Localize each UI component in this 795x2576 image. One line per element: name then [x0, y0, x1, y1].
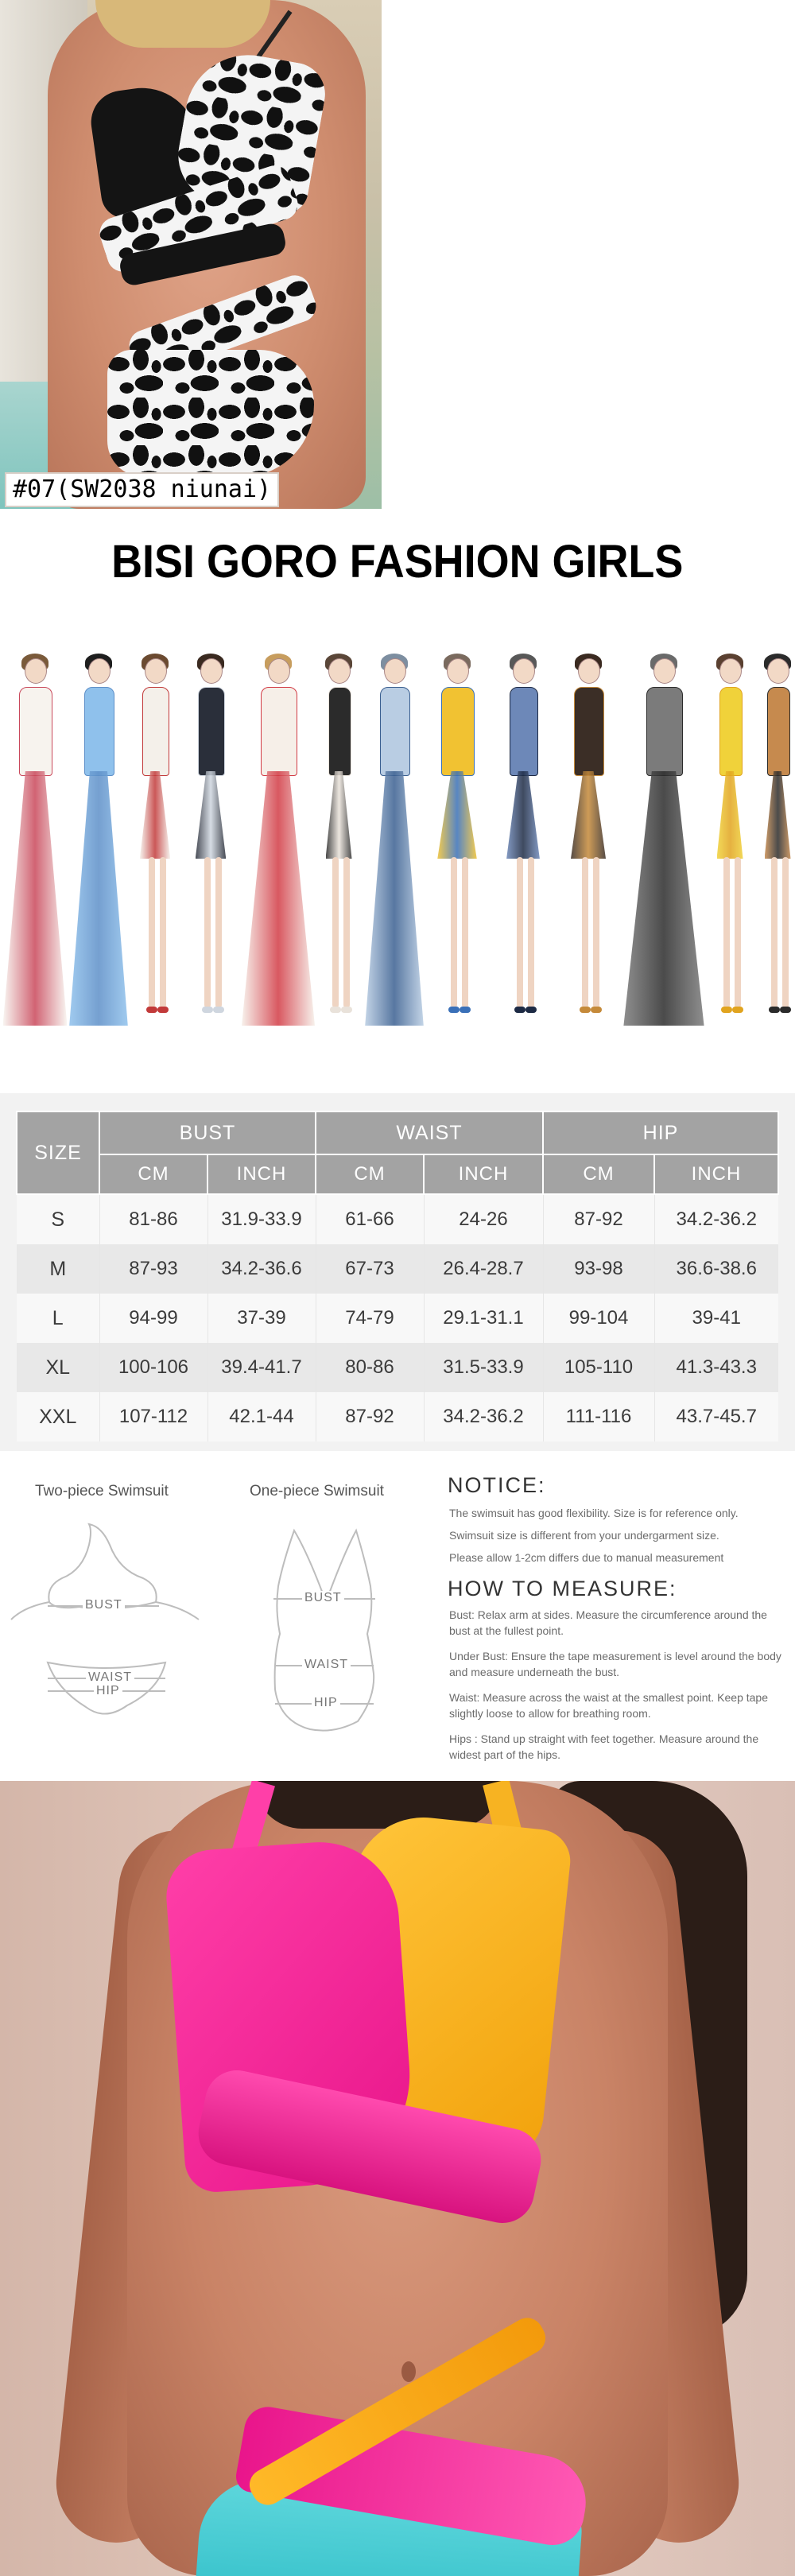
sketch-leg [593, 857, 599, 1008]
two-piece-hip-label: HIP [94, 1684, 122, 1698]
how-to-measure-title: HOW TO MEASURE: [448, 1577, 677, 1600]
fashion-sketch-figure [556, 652, 620, 1042]
two-piece-waist-label: WAIST [86, 1670, 134, 1685]
measurement-cell: 80-86 [316, 1343, 424, 1392]
sketch-shoe [157, 1007, 169, 1013]
size-chart [0, 1093, 795, 1451]
fashion-sketch-figure [183, 652, 238, 1042]
sketch-shoe [732, 1007, 743, 1013]
sketch-leg [723, 857, 730, 1008]
sketch-shoe [769, 1007, 780, 1013]
sketch-skirt [326, 771, 352, 859]
sketch-leg [451, 857, 457, 1008]
measurement-cell: 87-92 [316, 1392, 424, 1441]
sketch-skirt [437, 771, 477, 859]
measurement-cell: 39-41 [654, 1294, 778, 1343]
sketch-top [328, 687, 351, 776]
sketch-skirt [365, 771, 424, 1026]
sketch-head [653, 658, 676, 684]
sketch-skirt [196, 771, 227, 859]
sketch-head [578, 658, 600, 684]
sketch-top [646, 687, 683, 776]
fashion-sketch-figure [620, 652, 708, 1042]
sketch-top [441, 687, 475, 776]
measure-instruction: Hips : Stand up straight with feet together. Measure around the widest part of the hips. [449, 1732, 759, 1761]
fashion-sketch-figure [67, 652, 130, 1042]
sketch-skirt [140, 771, 171, 859]
fashion-sketch-figure [127, 652, 183, 1042]
measurement-cell: 31.9-33.9 [207, 1194, 316, 1244]
sketch-head [200, 658, 223, 684]
product-code-label: #07(SW2038 niunai) [5, 472, 279, 507]
measurement-cell: 81-86 [99, 1194, 207, 1244]
fashion-sketch-figure [363, 652, 426, 1042]
unit-header: CM [99, 1154, 207, 1194]
measure-instruction: Waist: Measure across the waist at the smallest point. Keep tape slightly loose to allow for breathing room. [449, 1691, 769, 1720]
bikini-bottom-cow-print [107, 350, 314, 477]
sketch-leg [149, 857, 155, 1008]
measurement-cell: 111-116 [543, 1392, 654, 1441]
measurement-cell: 87-93 [99, 1244, 207, 1294]
measurement-cell: 29.1-31.1 [424, 1294, 543, 1343]
hip-group-header: HIP [543, 1111, 778, 1154]
sketch-leg [735, 857, 741, 1008]
unit-header: INCH [207, 1154, 316, 1194]
sketch-top [19, 687, 52, 776]
size-label-cell: XXL [17, 1392, 99, 1441]
measurement-cell: 93-98 [543, 1244, 654, 1294]
sketch-leg [204, 857, 211, 1008]
measurement-cell: 99-104 [543, 1294, 654, 1343]
fashion-sketch-figure [315, 652, 363, 1042]
sketch-leg [160, 857, 166, 1008]
sketch-shoe [514, 1007, 525, 1013]
measurement-cell: 105-110 [543, 1343, 654, 1392]
sketch-leg [215, 857, 222, 1008]
measurement-cell: 42.1-44 [207, 1392, 316, 1441]
measurement-cell: 24-26 [424, 1194, 543, 1244]
size-label-cell: S [17, 1194, 99, 1244]
unit-header: INCH [654, 1154, 778, 1194]
size-label-cell: L [17, 1294, 99, 1343]
measurement-cell: 94-99 [99, 1294, 207, 1343]
sketch-head [88, 658, 111, 684]
sketch-leg [528, 857, 534, 1008]
sketch-leg [343, 857, 350, 1008]
sketch-top [767, 687, 790, 776]
sketch-shoe [580, 1007, 591, 1013]
unit-header: CM [316, 1154, 424, 1194]
sketch-head [328, 658, 351, 684]
sketch-top [142, 687, 169, 776]
sketch-leg [582, 857, 588, 1008]
sketch-leg [782, 857, 789, 1008]
fashion-sketch-figure [0, 652, 70, 1042]
measurement-cell: 26.4-28.7 [424, 1244, 543, 1294]
measure-guide [0, 1451, 795, 1777]
measurement-cell: 67-73 [316, 1244, 424, 1294]
one-piece-caption: One-piece Swimsuit [250, 1483, 384, 1499]
size-table-body [17, 1194, 778, 1441]
measure-instruction: Bust: Relax arm at sides. Measure the circumference around the bust at the fullest point. [449, 1608, 767, 1637]
measurement-cell: 34.2-36.2 [424, 1392, 543, 1441]
sketch-head [767, 658, 789, 684]
waist-group-header: WAIST [316, 1111, 543, 1154]
sketch-shoe [448, 1007, 460, 1013]
measurement-cell: 36.6-38.6 [654, 1244, 778, 1294]
model-navel [401, 2361, 416, 2382]
sketch-shoe [330, 1007, 341, 1013]
measurement-cell: 31.5-33.9 [424, 1343, 543, 1392]
sketch-leg [462, 857, 468, 1008]
sketch-top [574, 687, 604, 776]
one-piece-hip-label: HIP [312, 1696, 340, 1710]
swimsuit-outline-diagrams [0, 1451, 429, 1777]
measurement-cell: 41.3-43.3 [654, 1343, 778, 1392]
sketch-head [447, 658, 469, 684]
notice-line: Swimsuit size is different from your undergarment size. [449, 1529, 719, 1542]
measurement-cell: 107-112 [99, 1392, 207, 1441]
one-piece-bust-label: BUST [302, 1591, 344, 1605]
size-row [17, 1392, 778, 1441]
measurement-cell: 87-92 [543, 1194, 654, 1244]
sketch-head [513, 658, 535, 684]
sketch-skirt [765, 771, 791, 859]
measurement-cell: 34.2-36.2 [654, 1194, 778, 1244]
sketch-shoe [341, 1007, 352, 1013]
sketch-skirt [506, 771, 540, 859]
sketch-shoe [780, 1007, 791, 1013]
sketch-head [268, 658, 290, 684]
sketch-skirt [3, 771, 68, 1026]
size-table [16, 1111, 779, 1441]
size-label-cell: M [17, 1244, 99, 1294]
measurement-cell: 39.4-41.7 [207, 1343, 316, 1392]
notice-line: Please allow 1-2cm differs due to manual measurement [449, 1551, 724, 1564]
size-row [17, 1294, 778, 1343]
size-label-cell: XL [17, 1343, 99, 1392]
fashion-sketch-figure [754, 652, 795, 1042]
sketch-head [384, 658, 406, 684]
two-piece-bust-label: BUST [83, 1598, 125, 1612]
fashion-sketch-figure [493, 652, 553, 1042]
sketch-skirt [717, 771, 743, 859]
measure-instruction: Under Bust: Ensure the tape measurement is level around the body and measure underneath the bust. [449, 1650, 781, 1678]
sketch-head [145, 658, 167, 684]
product-photo-cow-print-bikini [0, 0, 382, 509]
measurement-cell: 100-106 [99, 1343, 207, 1392]
one-piece-waist-label: WAIST [302, 1658, 351, 1672]
size-row [17, 1244, 778, 1294]
sketch-leg [332, 857, 339, 1008]
sketch-top [261, 687, 297, 776]
sketch-top [198, 687, 225, 776]
sketch-leg [771, 857, 778, 1008]
measurement-cell: 61-66 [316, 1194, 424, 1244]
sketch-shoe [146, 1007, 157, 1013]
fashion-sketch-illustrations [0, 652, 795, 1042]
unit-header: INCH [424, 1154, 543, 1194]
sketch-shoe [525, 1007, 537, 1013]
sketch-shoe [202, 1007, 213, 1013]
two-piece-caption: Two-piece Swimsuit [35, 1483, 169, 1499]
sketch-top [380, 687, 410, 776]
measurement-cell: 34.2-36.6 [207, 1244, 316, 1294]
fashion-sketch-figure [238, 652, 318, 1042]
model-hair [95, 0, 270, 48]
sketch-head [25, 658, 47, 684]
size-row [17, 1194, 778, 1244]
sketch-skirt [242, 771, 315, 1026]
bust-group-header: BUST [99, 1111, 316, 1154]
sketch-skirt [571, 771, 606, 859]
fashion-sketch-figure [421, 652, 493, 1042]
sketch-top [510, 687, 538, 776]
measurement-cell: 37-39 [207, 1294, 316, 1343]
brand-heading [0, 534, 795, 590]
fashion-sketch-figure [706, 652, 754, 1042]
sketch-shoe [591, 1007, 602, 1013]
sketch-shoe [460, 1007, 471, 1013]
sketch-top [719, 687, 743, 776]
size-column-header: SIZE [17, 1111, 99, 1194]
notice-line: The swimsuit has good flexibility. Size is for reference only. [449, 1507, 739, 1519]
sketch-top [84, 687, 114, 776]
size-row [17, 1343, 778, 1392]
sketch-head [719, 658, 742, 684]
measurement-cell: 43.7-45.7 [654, 1392, 778, 1441]
product-photo-colorblock-bikini [0, 1781, 795, 2576]
notice-title: NOTICE: [448, 1473, 546, 1497]
unit-header: CM [543, 1154, 654, 1194]
sketch-leg [517, 857, 523, 1008]
sketch-skirt [623, 771, 704, 1026]
sketch-skirt [69, 771, 128, 1026]
measurement-cell: 74-79 [316, 1294, 424, 1343]
sketch-shoe [721, 1007, 732, 1013]
sketch-shoe [213, 1007, 224, 1013]
brand-heading-text: BISI GORO FASHION GIRLS [111, 536, 684, 588]
